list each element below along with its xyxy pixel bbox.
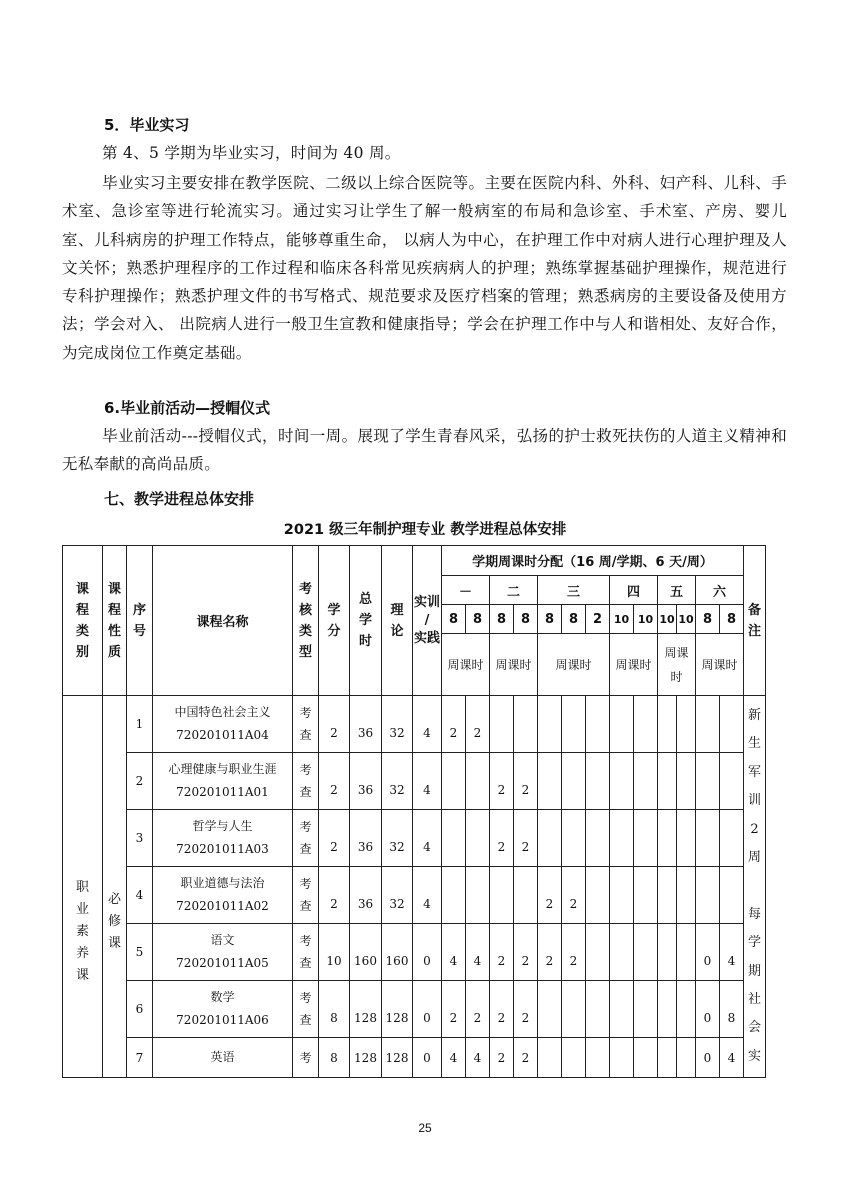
seq-cell: 4 [127,867,153,924]
course-code: 720201011A06 [176,1013,269,1027]
header-practice-line3: 实践 [413,630,440,646]
seq-cell: 3 [127,810,153,867]
weekly-hours-label-part: 周课 [664,645,689,660]
internship-detail-text: 毕业实习主要安排在教学医院、二级以上综合医院等。主要在医院内科、外科、妇产科、儿科、手术室、急诊室等进行轮流实习。通过实习让学生了解一般病室的布局和急诊室、手术室、产房、婴儿室、儿科病房的护理工作特点，能够尊重生命， 以病人为中心，在护理工作中对病人进行心理护理及人文关怀；熟悉护理程序的工作过程和临床各科常见疾病病人的护理；熟练掌握基础护理操作，规范进行专科护理操作；熟悉护理文件的书写格式、规范要求及医疗档案的管理；熟悉病房的主要设备及使用方法；学会对入、 出院病人进行一般卫生宣教和健康指导；学会在护理工作中与人和谐相处、友好合作，为完成岗位工作奠定基础。 [62,174,787,362]
total-hours-cell: 160 [350,924,382,981]
header-nature-char: 质 [107,644,121,660]
schedule-table [62,545,766,1078]
weekly-hours-cell: 4 [442,924,466,981]
week-count-cell: 10 [677,605,696,634]
weekly-hours-cell [610,696,634,753]
header-exam-char: 考 [298,581,312,597]
credit-cell: 8 [319,981,350,1038]
weekly-hours-cell [610,924,634,981]
exam-type-cell [293,753,319,810]
weekly-hours-cell: 2 [514,810,538,867]
header-credit [319,546,350,696]
credit-cell: 10 [319,924,350,981]
exam-type-cell [293,1038,319,1078]
weekly-hours-cell: 2 [514,753,538,810]
course-code: 720201011A01 [176,785,269,799]
exam-type-cell [293,981,319,1038]
weekly-hours-cell [696,753,720,810]
practice-hours-cell: 4 [413,867,442,924]
weekly-hours-cell [720,867,744,924]
seq-cell: 6 [127,981,153,1038]
weekly-hours-cell [610,867,634,924]
weekly-hours-cell [562,696,586,753]
theory-hours-cell: 32 [382,810,413,867]
course-name: 中国特色社会主义 [174,705,271,719]
exam-type-cell [293,924,319,981]
weekly-hours-cell [658,1038,677,1078]
course-name-cell [153,924,293,981]
practice-hours-cell: 4 [413,753,442,810]
weekly-hours-cell [677,981,696,1038]
weekly-hours-cell [720,753,744,810]
weekly-hours-cell: 4 [720,924,744,981]
semester-header: 五 [658,576,696,605]
weekly-hours-cell: 2 [490,1038,514,1078]
weekly-hours-label-part: 时 [670,669,683,684]
header-exam-char: 核 [298,602,312,618]
weekly-hours-cell: 2 [514,981,538,1038]
course-code: 720201011A03 [176,842,269,856]
weekly-hours-cell: 2 [442,981,466,1038]
header-category [63,546,103,696]
table-row [63,924,766,981]
exam-type-char: 查 [299,1013,312,1027]
nature-char: 修 [107,913,121,929]
category-char: 职 [75,879,89,895]
remark-char: 社 [747,992,761,1008]
category-char: 课 [75,967,89,983]
exam-type-char: 考 [299,706,312,720]
weekly-hours-cell [514,696,538,753]
nature-char: 必 [107,891,121,907]
weekly-hours-cell [634,867,658,924]
weekly-hours-cell [634,924,658,981]
practice-hours-cell: 4 [413,696,442,753]
weekly-hours-cell: 0 [696,981,720,1038]
internship-detail-paragraph [62,169,787,367]
weekly-hours-cell [677,810,696,867]
weekly-hours-label: 周课时 [538,634,610,696]
nature-char: 课 [107,935,121,951]
category-char: 养 [75,945,89,961]
weekly-hours-cell: 4 [466,1038,490,1078]
weekly-hours-cell [658,981,677,1038]
course-name: 职业道德与法治 [180,876,265,890]
header-credit-char: 学 [327,602,341,618]
credit-cell: 2 [319,867,350,924]
weekly-hours-cell [677,1038,696,1078]
remark-char: 实 [747,1048,761,1064]
weekly-hours-cell [658,867,677,924]
week-count-cell: 8 [466,605,490,634]
course-name-cell [153,753,293,810]
weekly-hours-cell [466,810,490,867]
course-name-cell [153,981,293,1038]
total-hours-cell: 128 [350,1038,382,1078]
remark-char: 生 [747,736,761,752]
semester-header: 四 [610,576,658,605]
seq-cell: 7 [127,1038,153,1078]
exam-type-char: 考 [299,934,312,948]
remark-char: 周 [747,850,761,866]
weekly-hours-cell [658,696,677,753]
exam-type-char: 考 [299,820,312,834]
weekly-hours-cell: 2 [490,981,514,1038]
weekly-hours-cell [634,810,658,867]
credit-cell: 2 [319,696,350,753]
weekly-hours-cell [562,1038,586,1078]
course-name: 心理健康与职业生涯 [168,762,277,776]
weekly-hours-cell: 0 [696,1038,720,1078]
weekly-hours-cell [562,810,586,867]
week-count-cell: 2 [586,605,610,634]
remark-char [744,872,765,900]
semester-header: － [442,576,490,605]
category-cell [63,696,103,1078]
exam-type-char: 查 [299,956,312,970]
header-theory [382,546,413,696]
weekly-hours-cell: 4 [466,924,490,981]
weekly-hours-cell [490,867,514,924]
weekly-hours-cell [562,753,586,810]
exam-type-char: 考 [299,991,312,1005]
course-name-cell [153,696,293,753]
semester-header: 六 [696,576,744,605]
theory-hours-cell: 160 [382,924,413,981]
remark-char: 期 [747,963,761,979]
category-char: 素 [75,923,89,939]
header-practice-line2: / [424,612,430,628]
section-heading-internship: 5．毕业实习 [104,116,190,134]
weekly-hours-cell [634,1038,658,1078]
exam-type-char: 查 [299,728,312,742]
course-code: 720201011A05 [176,956,269,970]
practice-hours-cell: 0 [413,981,442,1038]
weekly-hours-label: 周课时 [490,634,538,696]
total-hours-cell: 36 [350,810,382,867]
weekly-hours-cell [538,1038,562,1078]
header-category-char: 类 [75,623,89,639]
practice-hours-cell: 0 [413,1038,442,1078]
semester-header: 三 [538,576,610,605]
week-count-cell: 8 [720,605,744,634]
remark-char: 学 [747,935,761,951]
exam-type-char: 查 [299,785,312,799]
week-count-cell: 8 [538,605,562,634]
weekly-hours-cell: 2 [538,867,562,924]
header-theory-char: 理 [390,602,404,618]
weekly-hours-cell: 2 [514,924,538,981]
capping-text: 毕业前活动---授帽仪式，时间一周。展现了学生青春风采，弘扬的护士救死扶伤的人道主义精神和无私奉献的高尚品质。 [62,427,787,474]
semester-header: 二 [490,576,538,605]
weekly-hours-cell: 8 [720,981,744,1038]
credit-cell: 8 [319,1038,350,1078]
weekly-hours-label [658,634,696,696]
theory-hours-cell: 32 [382,867,413,924]
weekly-hours-cell [442,867,466,924]
table-row [63,810,766,867]
header-category-char: 程 [75,602,89,618]
header-seq-char: 序 [132,602,146,618]
header-theory-char: 论 [390,623,404,639]
header-remark-char: 备 [747,602,761,618]
course-name: 数学 [210,990,235,1004]
weekly-hours-cell [720,810,744,867]
weekly-hours-cell [610,981,634,1038]
weekly-hours-cell: 2 [514,1038,538,1078]
header-exam-type [293,546,319,696]
section-heading-capping: 6.毕业前活动—授帽仪式 [104,399,271,417]
weekly-hours-cell [586,924,610,981]
exam-type-cell [293,867,319,924]
header-category-char: 别 [75,644,89,660]
weekly-hours-cell [466,867,490,924]
theory-hours-cell: 128 [382,981,413,1038]
exam-type-cell [293,696,319,753]
page-number: 25 [418,1121,432,1135]
exam-type-cell [293,810,319,867]
weekly-hours-cell [696,696,720,753]
weekly-hours-cell [538,810,562,867]
seq-cell: 2 [127,753,153,810]
weekly-hours-cell: 2 [490,810,514,867]
weekly-hours-cell: 2 [466,981,490,1038]
header-nature-char: 性 [107,623,121,639]
weekly-hours-cell [538,696,562,753]
weekly-hours-cell [538,753,562,810]
course-code: 720201011A02 [176,899,269,913]
exam-type-char: 查 [299,899,312,913]
header-remark [744,546,766,696]
course-code: 720201011A04 [176,728,269,742]
header-total-hours [350,546,382,696]
weekly-hours-cell [658,810,677,867]
internship-duration-text: 第 4、5 学期为毕业实习，时间为 40 周。 [102,144,401,162]
weekly-hours-cell: 2 [538,924,562,981]
header-credit-char: 分 [327,623,341,639]
exam-type-char: 考 [299,877,312,891]
capping-paragraph [62,422,787,479]
weekly-hours-cell [677,867,696,924]
exam-type-char: 查 [299,842,312,856]
weekly-hours-cell [586,867,610,924]
weekly-hours-cell [586,753,610,810]
practice-hours-cell: 0 [413,924,442,981]
weekly-hours-cell [586,1038,610,1078]
remark-char: 2 [750,821,759,837]
weekly-hours-cell [586,810,610,867]
exam-type-char: 考 [299,763,312,777]
table-row [63,696,766,753]
table-row [63,981,766,1038]
weekly-hours-cell: 2 [490,924,514,981]
header-course-name: 课程名称 [153,546,293,696]
theory-hours-cell: 32 [382,753,413,810]
weekly-hours-cell: 4 [720,1038,744,1078]
weekly-hours-cell [677,753,696,810]
credit-cell: 2 [319,753,350,810]
internship-duration-paragraph [62,139,787,167]
header-practice-line1: 实训 [413,594,440,610]
weekly-hours-cell [538,981,562,1038]
weekly-hours-cell [610,810,634,867]
weekly-hours-cell [586,981,610,1038]
weekly-hours-cell [696,810,720,867]
course-name: 语文 [210,933,235,947]
weekly-hours-cell: 4 [442,1038,466,1078]
weekly-hours-cell [634,981,658,1038]
theory-hours-cell: 32 [382,696,413,753]
weekly-hours-cell [677,924,696,981]
weekly-hours-label: 周课时 [442,634,490,696]
seq-cell: 5 [127,924,153,981]
week-count-cell: 8 [442,605,466,634]
header-remark-char: 注 [747,623,761,639]
weekly-hours-cell [610,753,634,810]
section-heading-schedule: 七、教学进程总体安排 [104,490,255,508]
weekly-hours-cell [562,981,586,1038]
remark-char: 军 [747,764,761,780]
week-count-cell: 8 [696,605,720,634]
weekly-hours-cell [634,696,658,753]
nature-cell [103,696,127,1078]
week-count-cell: 10 [658,605,677,634]
course-name-cell [153,1038,293,1078]
remark-char: 新 [747,708,761,723]
total-hours-cell: 36 [350,753,382,810]
header-nature [103,546,127,696]
total-hours-cell: 128 [350,981,382,1038]
theory-hours-cell: 128 [382,1038,413,1078]
table-row [63,867,766,924]
remark-char: 会 [747,1020,761,1036]
category-char: 业 [75,901,89,917]
header-total-char: 学 [358,613,372,628]
remark-char: 每 [747,906,761,922]
week-count-cell: 10 [634,605,658,634]
course-name-cell [153,810,293,867]
total-hours-cell: 36 [350,867,382,924]
credit-cell: 2 [319,810,350,867]
exam-type-char: 考 [299,1050,312,1065]
header-practice [413,546,442,696]
weekly-hours-cell [490,696,514,753]
weekly-hours-cell: 2 [466,696,490,753]
table-title: 2021 级三年制护理专业 教学进程总体安排 [283,522,567,538]
header-nature-char: 程 [107,602,121,618]
header-exam-char: 型 [298,644,312,660]
weekly-hours-cell [514,867,538,924]
weekly-hours-cell: 2 [562,867,586,924]
remark-char: 训 [747,793,761,809]
week-count-cell: 10 [610,605,634,634]
header-total-char: 总 [358,592,372,607]
weekly-hours-cell [442,753,466,810]
weekly-hours-cell: 2 [562,924,586,981]
weekly-hours-cell [586,696,610,753]
seq-cell: 1 [127,696,153,753]
header-seq-char: 号 [132,623,146,639]
week-count-cell: 8 [490,605,514,634]
weekly-hours-cell [466,753,490,810]
weekly-hours-cell [658,924,677,981]
weekly-hours-cell: 2 [490,753,514,810]
weekly-hours-label: 周课时 [696,634,744,696]
weekly-hours-cell [610,1038,634,1078]
header-seq [127,546,153,696]
week-count-cell: 8 [562,605,586,634]
remark-cell [744,696,766,1078]
weekly-hours-cell [442,810,466,867]
total-hours-cell: 36 [350,696,382,753]
course-name: 哲学与人生 [192,819,253,833]
table-row [63,1038,766,1078]
header-total-char: 时 [358,634,372,649]
weekly-hours-label: 周课时 [610,634,658,696]
header-nature-char: 课 [107,581,121,597]
weekly-hours-cell: 0 [696,924,720,981]
weekly-hours-cell [658,753,677,810]
course-name: 英语 [210,1050,235,1064]
weekly-hours-cell [677,696,696,753]
table-row [63,753,766,810]
practice-hours-cell: 4 [413,810,442,867]
header-category-char: 课 [75,581,89,597]
week-count-cell: 8 [514,605,538,634]
header-week-distribution: 学期周课时分配（16 周/学期、6 天/周） [442,546,744,576]
weekly-hours-cell [634,753,658,810]
header-exam-char: 类 [298,623,312,639]
weekly-hours-cell: 2 [442,696,466,753]
weekly-hours-cell [720,696,744,753]
weekly-hours-cell [696,867,720,924]
course-name-cell [153,867,293,924]
